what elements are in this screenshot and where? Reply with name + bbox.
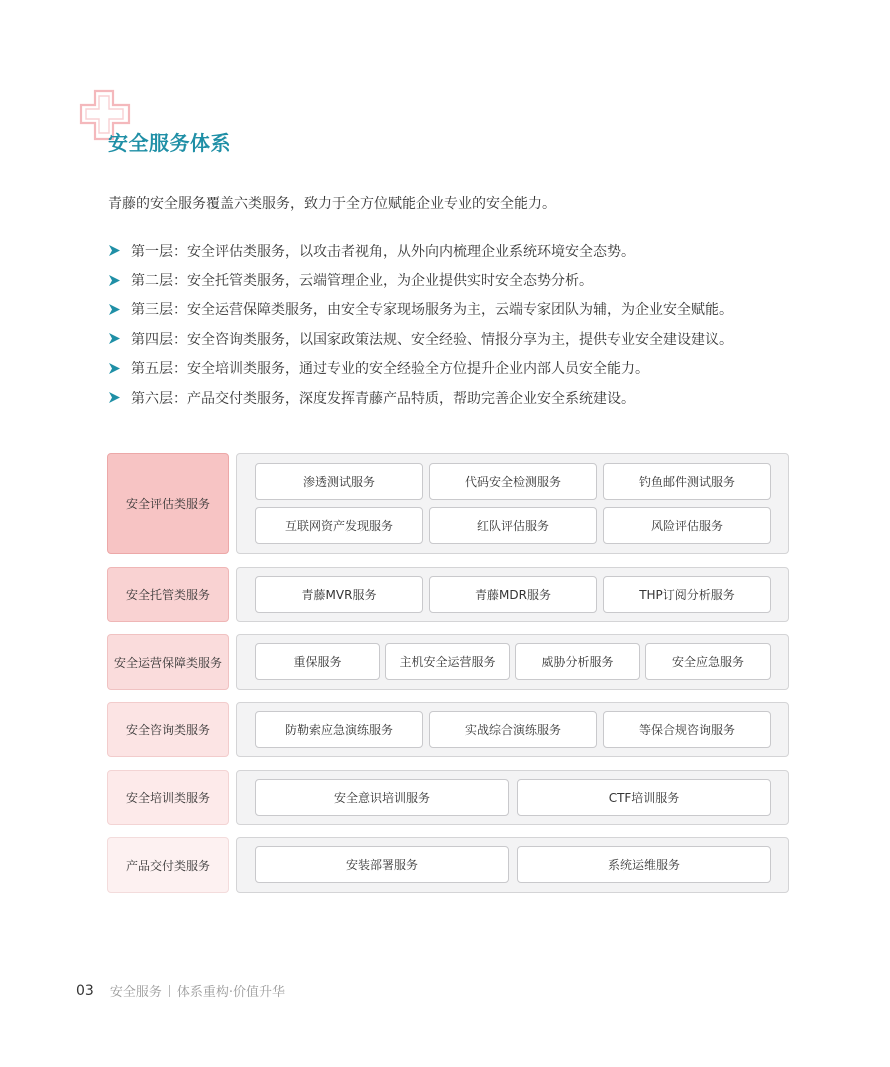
service-panel bbox=[236, 453, 789, 554]
service-tile: 等保合规咨询服务 bbox=[603, 711, 771, 748]
page-title: 安全服务体系 bbox=[108, 131, 231, 155]
service-tile: 互联网资产发现服务 bbox=[255, 507, 423, 544]
list-item: 第三层：安全运营保障类服务，由安全专家现场服务为主，云端专家团队为辅，为企业安全赋能。 bbox=[108, 295, 733, 324]
footer-tagline: 体系重构·价值升华 bbox=[176, 985, 285, 1000]
list-item: 第二层：安全托管类服务，云端管理企业，为企业提供实时安全态势分析。 bbox=[108, 265, 733, 294]
arrow-right-icon bbox=[108, 391, 121, 404]
service-tile: 系统运维服务 bbox=[517, 846, 771, 883]
footer-divider bbox=[169, 985, 170, 997]
list-item: 第四层：安全咨询类服务，以国家政策法规、安全经验、情报分享为主，提供专业安全建设建议。 bbox=[108, 324, 733, 353]
category-label: 安全托管类服务 bbox=[107, 567, 229, 622]
category-label: 安全评估类服务 bbox=[107, 453, 229, 554]
category-row-assessment bbox=[107, 453, 789, 554]
service-tile: 防勒索应急演练服务 bbox=[255, 711, 423, 748]
service-tile: CTF培训服务 bbox=[517, 779, 771, 816]
page-number: 03 bbox=[76, 982, 94, 999]
category-label: 产品交付类服务 bbox=[107, 837, 229, 893]
arrow-right-icon bbox=[108, 274, 121, 287]
category-label: 安全咨询类服务 bbox=[107, 702, 229, 757]
arrow-right-icon bbox=[108, 332, 121, 345]
service-tile: 红队评估服务 bbox=[429, 507, 597, 544]
arrow-right-icon bbox=[108, 244, 121, 257]
service-tile: 主机安全运营服务 bbox=[385, 643, 510, 680]
service-tile: 青藤MVR服务 bbox=[255, 576, 423, 613]
service-panel bbox=[236, 702, 789, 757]
category-row-operations bbox=[107, 634, 789, 690]
category-label: 安全培训类服务 bbox=[107, 770, 229, 825]
service-tile: 安全意识培训服务 bbox=[255, 779, 509, 816]
service-tile: 青藤MDR服务 bbox=[429, 576, 597, 613]
category-row-delivery bbox=[107, 837, 789, 893]
service-tile: 威胁分析服务 bbox=[515, 643, 640, 680]
category-row-training bbox=[107, 770, 789, 825]
footer-section: 安全服务 bbox=[109, 985, 162, 1000]
category-row-managed bbox=[107, 567, 789, 622]
service-tile: 安全应急服务 bbox=[645, 643, 771, 680]
intro-paragraph: 青藤的安全服务覆盖六类服务，致力于全方位赋能企业专业的安全能力。 bbox=[108, 196, 556, 212]
category-label: 安全运营保障类服务 bbox=[107, 634, 229, 690]
service-tile: 代码安全检测服务 bbox=[429, 463, 597, 500]
page-footer bbox=[76, 981, 285, 1000]
service-panel bbox=[236, 634, 789, 690]
arrow-right-icon bbox=[108, 362, 121, 375]
service-tile: 实战综合演练服务 bbox=[429, 711, 597, 748]
list-item: 第一层：安全评估类服务，以攻击者视角，从外向内梳理企业系统环境安全态势。 bbox=[108, 236, 733, 265]
category-row-consulting bbox=[107, 702, 789, 757]
arrow-right-icon bbox=[108, 303, 121, 316]
list-item: 第六层：产品交付类服务，深度发挥青藤产品特质，帮助完善企业安全系统建设。 bbox=[108, 383, 733, 412]
service-panel bbox=[236, 837, 789, 893]
service-tile: 安装部署服务 bbox=[255, 846, 509, 883]
service-panel bbox=[236, 567, 789, 622]
service-tile: 渗透测试服务 bbox=[255, 463, 423, 500]
service-tile: THP订阅分析服务 bbox=[603, 576, 771, 613]
service-tile: 重保服务 bbox=[255, 643, 380, 680]
service-panel bbox=[236, 770, 789, 825]
list-item: 第五层：安全培训类服务，通过专业的安全经验全方位提升企业内部人员安全能力。 bbox=[108, 354, 733, 383]
layer-list bbox=[108, 236, 733, 412]
service-tile: 钓鱼邮件测试服务 bbox=[603, 463, 771, 500]
service-tile: 风险评估服务 bbox=[603, 507, 771, 544]
